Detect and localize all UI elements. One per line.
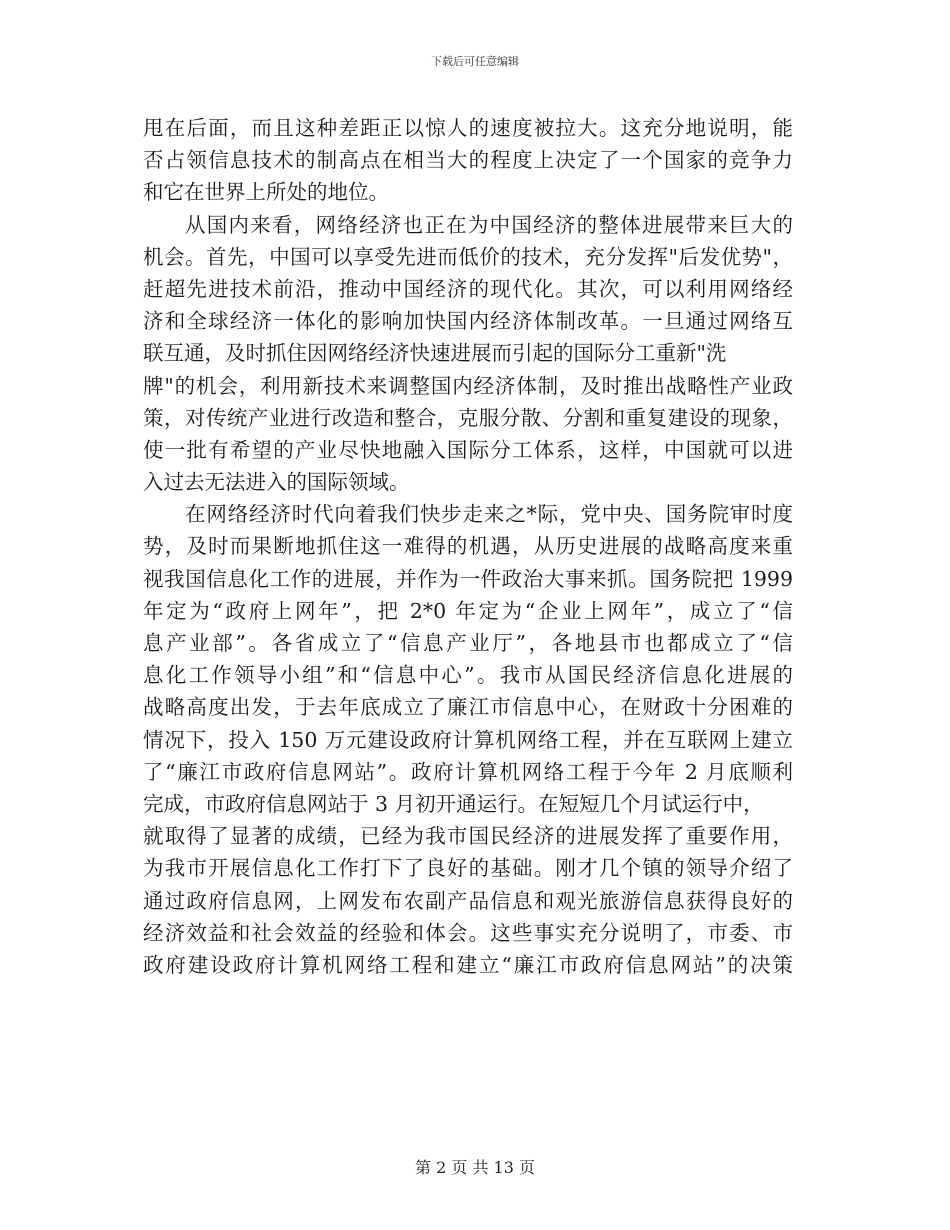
text-line: 就取得了显著的成绩，已经为我市国民经济的进展发挥了重要作用， (143, 824, 793, 849)
page-number-footer: 第 2 页 共 13 页 (415, 1158, 535, 1177)
document-body (143, 112, 793, 981)
text-line: 经济效益和社会效益的经验和体会。这些事实充分说明了，市委、市 (143, 920, 793, 945)
text-line: 赶超先进技术前沿，推动中国经济的现代化。其次，可以利用网络经 (143, 276, 793, 301)
text-line: 牌"的机会，利用新技术来调整国内经济体制，及时推出战略性产业政 (143, 373, 793, 398)
text-line: 策，对传统产业进行改造和整合，克服分散、分割和重复建设的现象， (143, 405, 793, 430)
text-line: 机会。首先，中国可以享受先进而低价的技术，充分发挥"后发优势"， (143, 244, 793, 269)
text-line: 否占领信息技术的制高点在相当大的程度上决定了一个国家的竞争力 (143, 148, 793, 173)
text-line: 和它在世界上所处的地位。 (143, 180, 389, 205)
text-line: 使一批有希望的产业尽快地融入国际分工体系，这样，中国就可以进 (143, 437, 793, 462)
text-line: 完成，市政府信息网站于 3 月初开通运行。在短短几个月试运行中， (143, 791, 764, 816)
page-header: 下载后可任意编辑 (431, 55, 519, 68)
text-line: 视我国信息化工作的进展，并作为一件政治大事来抓。国务院把 1999 (143, 566, 793, 591)
text-line: 息产业部”。各省成立了“信息产业厅”，各地县市也都成立了“信 (143, 631, 793, 655)
text-line: 通过政府信息网，上网发布农副产品信息和观光旅游信息获得良好的 (143, 888, 793, 913)
text-line: 联互通，及时抓住因网络经济快速进展而引起的国际分工重新"洗 (143, 341, 727, 366)
text-line: 在网络经济时代向着我们快步走来之*际，党中央、国务院审时度 (185, 502, 793, 527)
text-line: 势，及时而果断地抓住这一难得的机遇，从历史进展的战略高度来重 (143, 534, 793, 559)
text-line: 年定为“政府上网年”，把 2*0 年定为“企业上网年”，成立了“信 (143, 598, 793, 623)
text-line: 战略高度出发，于去年底成立了廉江市信息中心，在财政十分困难的 (143, 695, 793, 720)
text-line: 情况下，投入 150 万元建设政府计算机网络工程，并在互联网上建立 (143, 727, 793, 752)
text-line: 从国内来看，网络经济也正在为中国经济的整体进展带来巨大的 (185, 212, 793, 237)
text-line: 息化工作领导小组”和“信息中心”。我市从国民经济信息化进展的 (143, 663, 793, 688)
text-line: 政府建设政府计算机网络工程和建立“廉江市政府信息网站”的决策 (143, 952, 793, 977)
text-line: 为我市开展信息化工作打下了良好的基础。刚才几个镇的领导介绍了 (143, 856, 793, 881)
text-line: 济和全球经济一体化的影响加快国内经济体制改革。一旦通过网络互 (143, 309, 793, 334)
text-line: 甩在后面，而且这种差距正以惊人的速度被拉大。这充分地说明，能 (143, 116, 793, 140)
text-line: 入过去无法进入的国际领域。 (143, 470, 410, 495)
text-line: 了“廉江市政府信息网站”。政府计算机网络工程于今年 2 月底顺利 (143, 759, 793, 784)
